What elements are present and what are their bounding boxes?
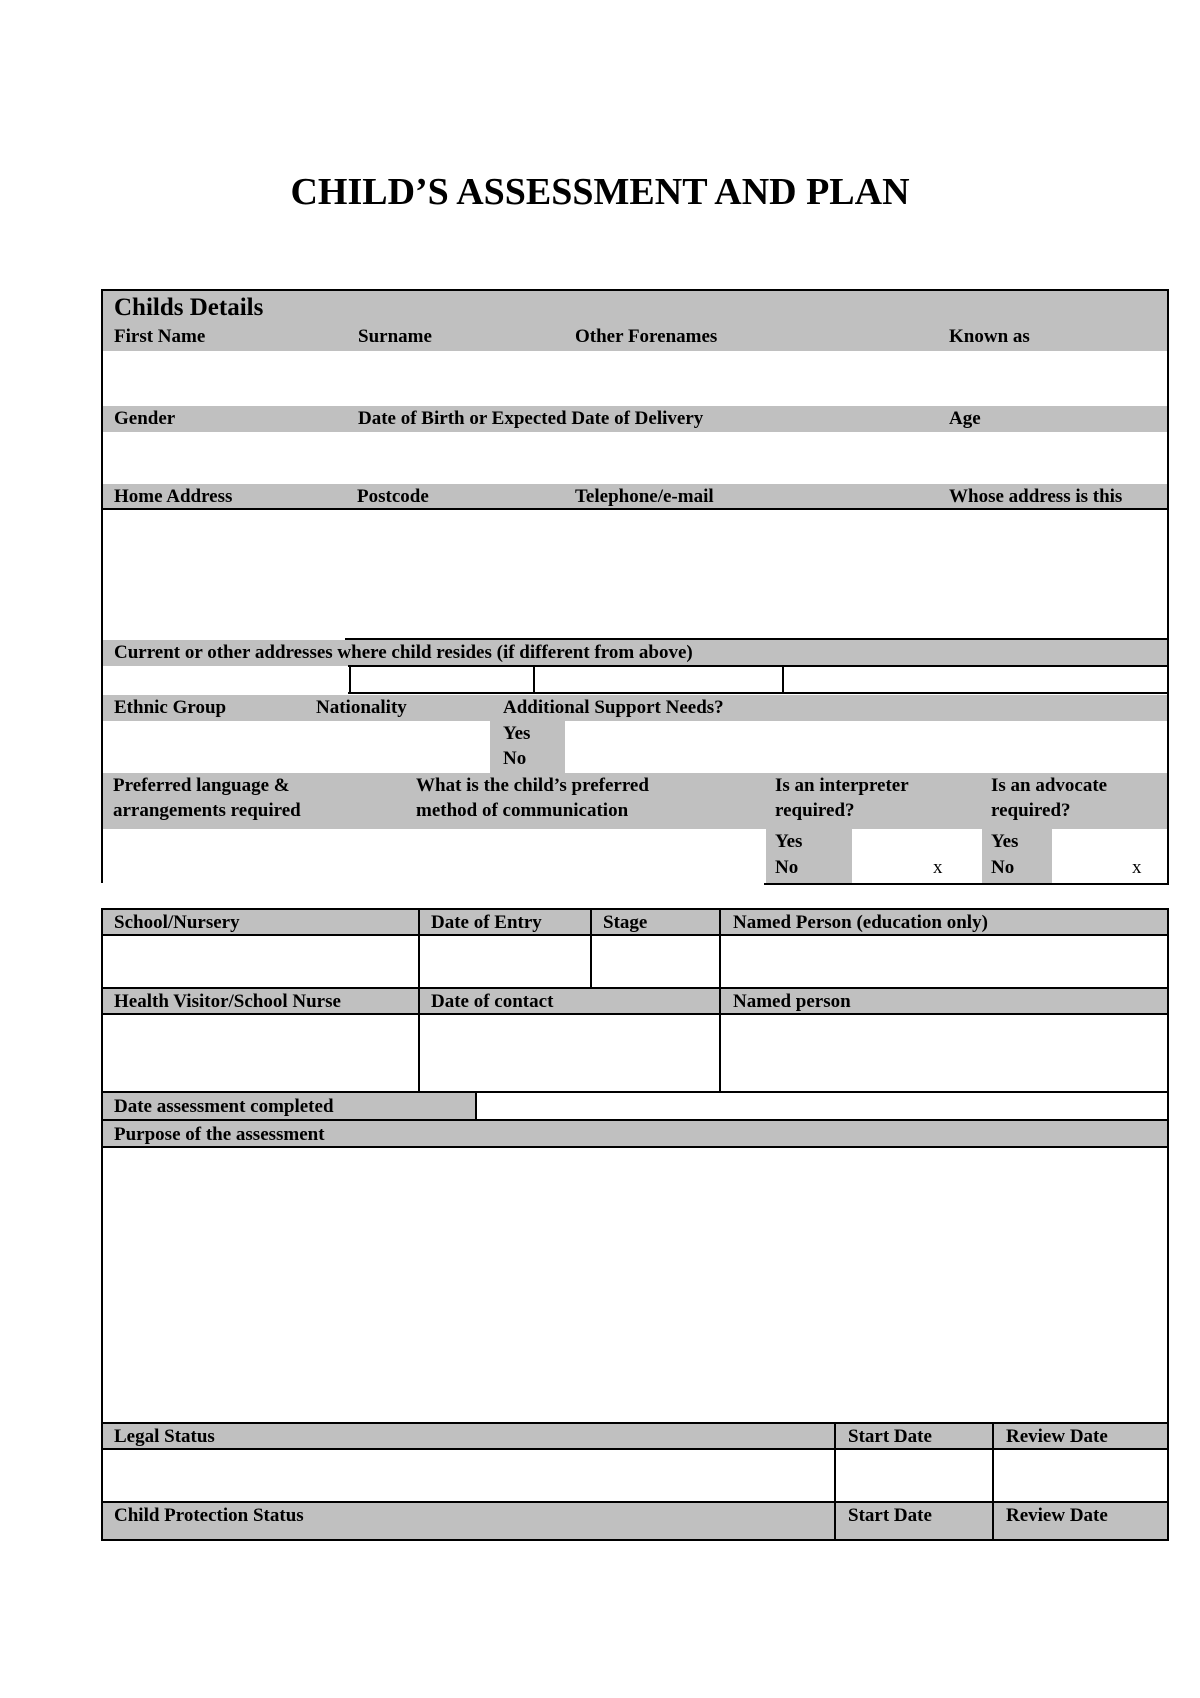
legal-status-field[interactable] bbox=[103, 1450, 834, 1501]
gender-dob-age-field[interactable] bbox=[103, 432, 1167, 484]
purpose-label: Purpose of the assessment bbox=[114, 1124, 325, 1145]
whose-address-label: Whose address is this bbox=[949, 486, 1123, 507]
nationality-label: Nationality bbox=[316, 697, 407, 718]
other-address-field-3[interactable] bbox=[784, 667, 1166, 692]
border-line bbox=[764, 883, 1169, 885]
legal-start-date-field[interactable] bbox=[836, 1450, 992, 1501]
named-person-edu-field[interactable] bbox=[721, 936, 1167, 987]
support-no-option[interactable]: No bbox=[503, 748, 527, 769]
legal-status-label: Legal Status bbox=[114, 1426, 215, 1447]
other-address-field-1[interactable] bbox=[350, 667, 532, 692]
communication-label-2: method of communication bbox=[416, 800, 629, 821]
legal-review-date-field[interactable] bbox=[994, 1450, 1167, 1501]
border-line bbox=[101, 1119, 1169, 1121]
legal-start-date-label: Start Date bbox=[848, 1426, 932, 1447]
dob-label: Date of Birth or Expected Date of Delivery bbox=[358, 408, 704, 429]
child-name-field[interactable] bbox=[103, 351, 1167, 406]
border-line bbox=[101, 1422, 1169, 1424]
date-of-contact-label: Date of contact bbox=[431, 991, 554, 1012]
known-as-label: Known as bbox=[949, 326, 1030, 347]
current-addresses-label: Current or other addresses where child resides (if different from above) bbox=[114, 642, 693, 663]
support-needs-field[interactable] bbox=[565, 721, 1167, 773]
page-title: CHILD’S ASSESSMENT AND PLAN bbox=[290, 171, 910, 213]
border-line bbox=[345, 638, 1169, 640]
interpreter-yes-option[interactable]: Yes bbox=[775, 831, 803, 852]
postcode-label: Postcode bbox=[357, 486, 429, 507]
border-line bbox=[348, 692, 1169, 694]
border-line bbox=[101, 289, 1169, 291]
home-address-label: Home Address bbox=[114, 486, 233, 507]
named-person-edu-label: Named Person (education only) bbox=[733, 912, 988, 933]
preferred-language-label-2: arrangements required bbox=[113, 800, 301, 821]
advocate-yes-option[interactable]: Yes bbox=[991, 831, 1019, 852]
purpose-field[interactable] bbox=[103, 1148, 1167, 1422]
stage-field[interactable] bbox=[592, 936, 719, 987]
cp-review-date-label: Review Date bbox=[1006, 1505, 1108, 1526]
school-field[interactable] bbox=[103, 936, 418, 987]
interpreter-no-mark[interactable]: x bbox=[933, 857, 943, 878]
home-address-field[interactable] bbox=[103, 510, 1167, 638]
border-line bbox=[1167, 908, 1169, 1541]
interpreter-no-option[interactable]: No bbox=[775, 857, 799, 878]
other-address-field-2[interactable] bbox=[535, 667, 781, 692]
border-line bbox=[101, 987, 1169, 989]
stage-label: Stage bbox=[603, 912, 648, 933]
surname-label: Surname bbox=[358, 326, 432, 347]
communication-label: What is the child’s preferred bbox=[416, 775, 649, 796]
additional-support-label: Additional Support Needs? bbox=[503, 697, 724, 718]
preferred-language-label: Preferred language & bbox=[113, 775, 290, 796]
telephone-label: Telephone/e-mail bbox=[575, 486, 714, 507]
gender-label: Gender bbox=[114, 408, 176, 429]
health-visitor-field[interactable] bbox=[103, 1015, 418, 1091]
date-of-entry-label: Date of Entry bbox=[431, 912, 542, 933]
language-communication-field[interactable] bbox=[103, 829, 766, 883]
border-line bbox=[101, 1501, 1169, 1503]
child-protection-label: Child Protection Status bbox=[114, 1505, 304, 1526]
cp-start-date-label: Start Date bbox=[848, 1505, 932, 1526]
health-visitor-label: Health Visitor/School Nurse bbox=[114, 991, 341, 1012]
support-yes-option[interactable]: Yes bbox=[503, 723, 531, 744]
border-line bbox=[101, 908, 1169, 910]
legal-review-date-label: Review Date bbox=[1006, 1426, 1108, 1447]
ethnic-nationality-field[interactable] bbox=[103, 721, 490, 773]
named-person-field[interactable] bbox=[721, 1015, 1167, 1091]
age-label: Age bbox=[949, 408, 981, 429]
advocate-label-2: required? bbox=[991, 800, 1071, 821]
interpreter-label: Is an interpreter bbox=[775, 775, 909, 796]
date-of-entry-field[interactable] bbox=[420, 936, 590, 987]
advocate-no-mark[interactable]: x bbox=[1132, 857, 1142, 878]
section-title: Childs Details bbox=[114, 294, 264, 321]
date-of-contact-field[interactable] bbox=[420, 1015, 719, 1091]
ethnic-group-label: Ethnic Group bbox=[114, 697, 227, 718]
advocate-no-option[interactable]: No bbox=[991, 857, 1015, 878]
interpreter-label-2: required? bbox=[775, 800, 855, 821]
school-label: School/Nursery bbox=[114, 912, 240, 933]
named-person-label: Named person bbox=[733, 991, 851, 1012]
border-line bbox=[1167, 289, 1169, 885]
date-completed-label: Date assessment completed bbox=[114, 1096, 334, 1117]
date-completed-field[interactable] bbox=[477, 1093, 1167, 1119]
other-forenames-label: Other Forenames bbox=[575, 326, 718, 347]
border-line bbox=[101, 1539, 1169, 1541]
advocate-label: Is an advocate bbox=[991, 775, 1108, 796]
first-name-label: First Name bbox=[114, 326, 206, 347]
